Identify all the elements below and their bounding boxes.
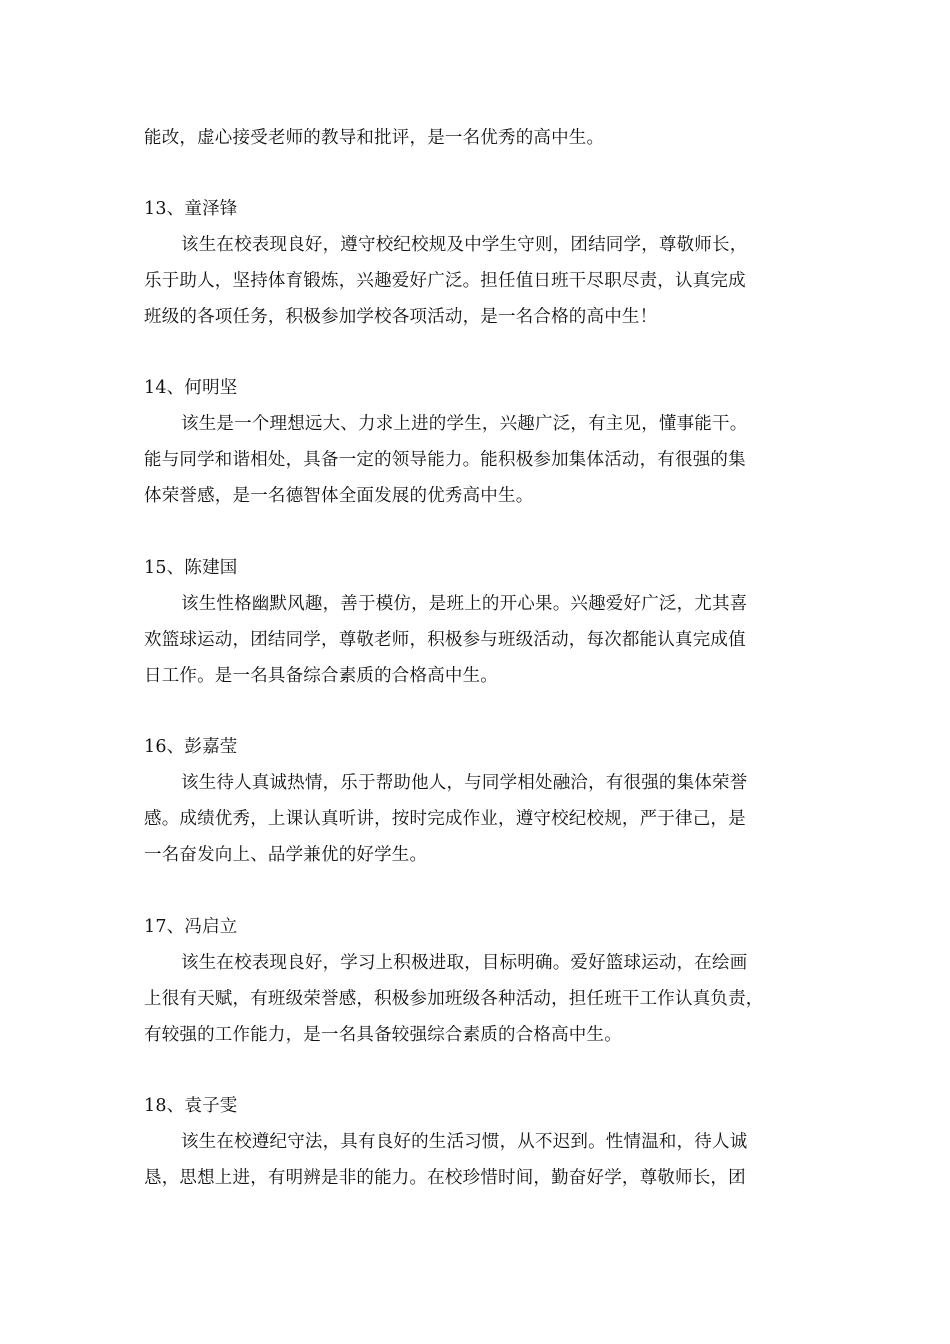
entry-heading: 13、童泽锋 bbox=[144, 199, 238, 219]
entry-text-line: 该生待人真诚热情，乐于帮助他人，与同学相处融洽，有很强的集体荣誉 bbox=[181, 773, 748, 793]
entry-text-line: 一名奋发向上、品学兼优的好学生。 bbox=[144, 845, 428, 865]
entry-heading: 17、冯启立 bbox=[144, 917, 238, 937]
entry-text-line: 体荣誉感，是一名德智体全面发展的优秀高中生。 bbox=[144, 486, 534, 506]
continuation-text: 能改，虚心接受老师的教导和批评，是一名优秀的高中生。 bbox=[144, 128, 605, 148]
entry-text-line: 欢篮球运动，团结同学，尊敬老师，积极参与班级活动，每次都能认真完成值 bbox=[144, 630, 746, 650]
entry-text-line: 日工作。是一名具备综合素质的合格高中生。 bbox=[144, 666, 498, 686]
entry-text-line: 班级的各项任务，积极参加学校各项活动，是一名合格的高中生！ bbox=[144, 307, 658, 327]
entry-text-line: 上很有天赋，有班级荣誉感，积极参加班级各种活动，担任班干工作认真负责， bbox=[144, 989, 764, 1009]
entry-heading: 14、何明坚 bbox=[144, 378, 238, 398]
entry-heading: 16、彭嘉莹 bbox=[144, 737, 238, 757]
entry-text-line: 该生性格幽默风趣，善于模仿，是班上的开心果。兴趣爱好广泛，尤其喜 bbox=[181, 594, 748, 614]
entry-text-line: 感。成绩优秀，上课认真听讲，按时完成作业，遵守校纪校规，严于律己，是 bbox=[144, 809, 746, 829]
entry-heading: 15、陈建国 bbox=[144, 558, 238, 578]
entry-text-line: 乐于助人，坚持体育锻炼，兴趣爱好广泛。担任值日班干尽职尽责，认真完成 bbox=[144, 271, 746, 291]
entry-text-line: 该生是一个理想远大、力求上进的学生，兴趣广泛，有主见，懂事能干。 bbox=[181, 414, 748, 434]
entry-text-line: 恳，思想上进，有明辨是非的能力。在校珍惜时间，勤奋好学，尊敬师长，团 bbox=[144, 1168, 746, 1188]
entry-text-line: 该生在校表现良好，遵守校纪校规及中学生守则，团结同学，尊敬师长， bbox=[181, 235, 748, 255]
entry-heading: 18、袁子雯 bbox=[144, 1096, 238, 1116]
entry-text-line: 该生在校遵纪守法，具有良好的生活习惯，从不迟到。性情温和，待人诚 bbox=[181, 1132, 748, 1152]
entry-text-line: 该生在校表现良好，学习上积极进取，目标明确。爱好篮球运动，在绘画 bbox=[181, 953, 748, 973]
entry-text-line: 有较强的工作能力，是一名具备较强综合素质的合格高中生。 bbox=[144, 1025, 622, 1045]
entry-text-line: 能与同学和谐相处，具备一定的领导能力。能积极参加集体活动，有很强的集 bbox=[144, 450, 746, 470]
